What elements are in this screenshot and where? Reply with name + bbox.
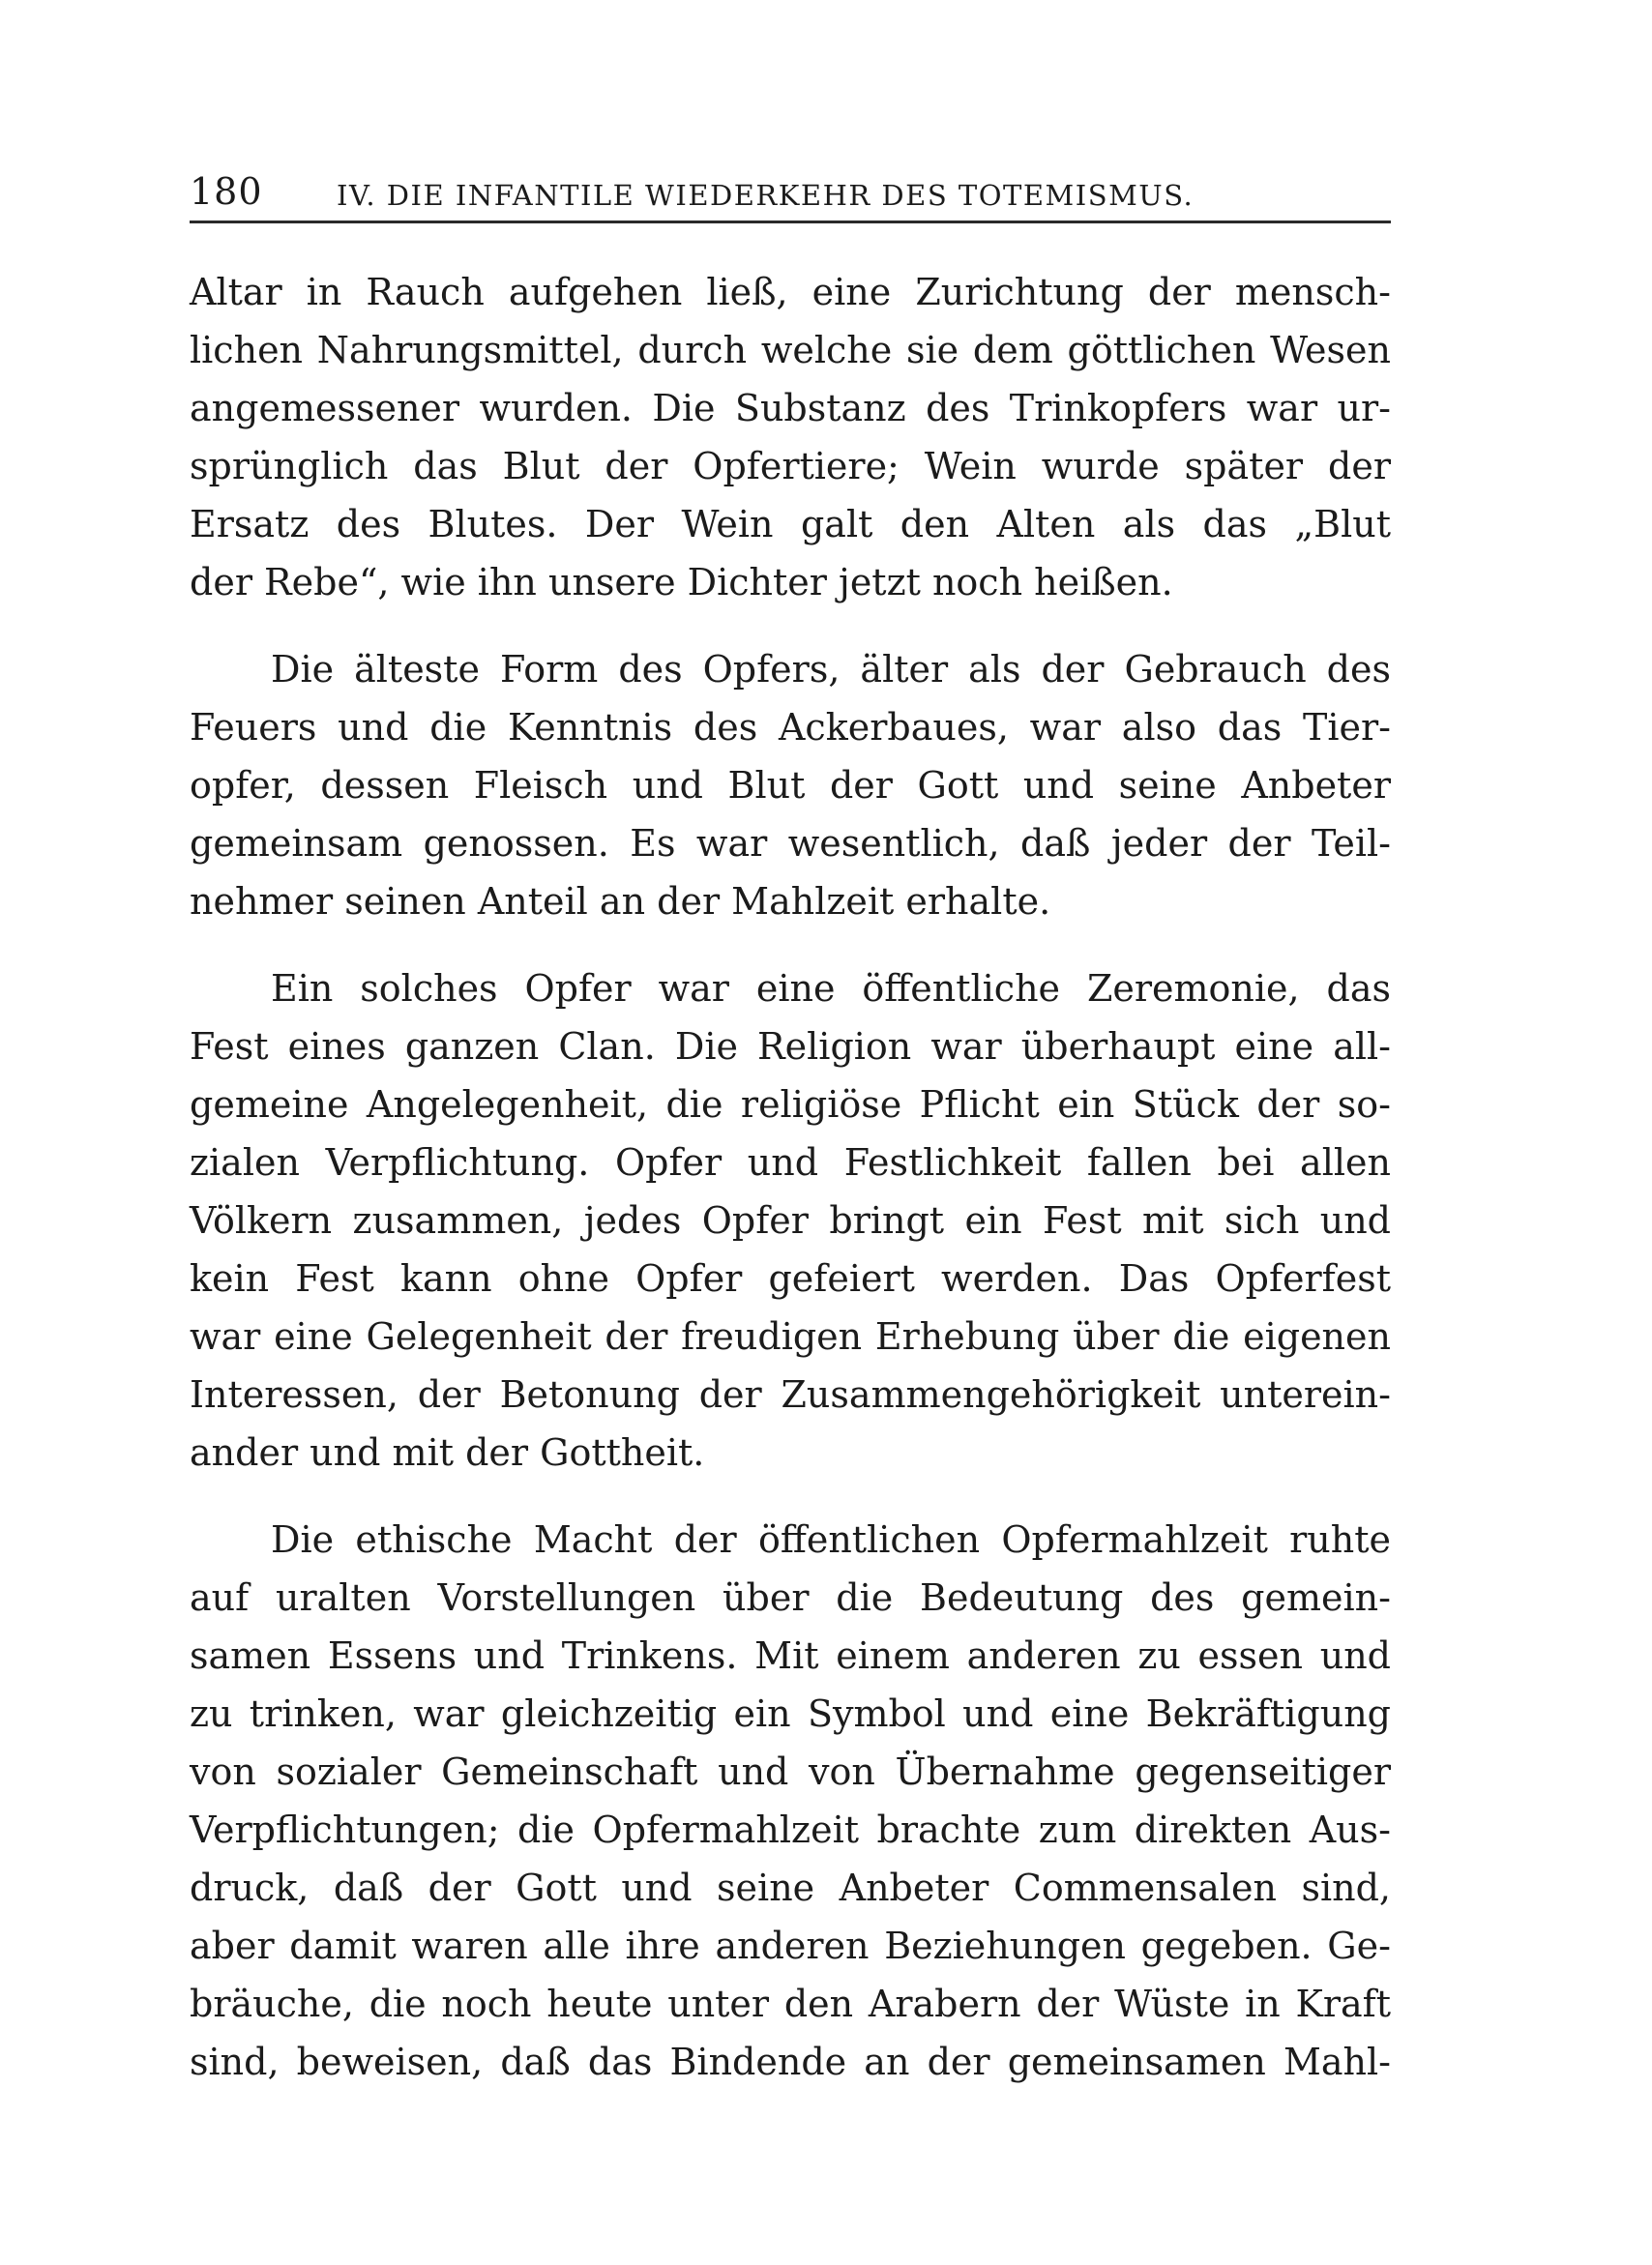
text-line: bräuche, die noch heute unter den Arabern der Wüste in Kraft	[190, 1983, 1391, 2025]
page-number: 180	[190, 170, 263, 213]
paragraph-1	[190, 263, 1391, 611]
text-line: war eine Gelegenheit der freudigen Erhebung über die eigenen	[190, 1315, 1391, 1358]
text-line: gemeinsam genossen. Es war wesentlich, daß jeder der Teil-	[190, 822, 1391, 865]
text-line: kein Fest kann ohne Opfer gefeiert werden. Das Opferfest	[190, 1257, 1391, 1300]
text-line: opfer, dessen Fleisch und Blut der Gott und seine Anbeter	[190, 764, 1391, 807]
text-line: Ein solches Opfer war eine öffentliche Zeremonie, das	[271, 967, 1391, 1010]
text-line: nehmer seinen Anteil an der Mahlzeit erhalte.	[190, 880, 1051, 923]
text-line: Fest eines ganzen Clan. Die Religion war überhaupt eine all-	[190, 1025, 1391, 1068]
text-line: zu trinken, war gleichzeitig ein Symbol und eine Bekräftigung	[190, 1692, 1391, 1735]
text-line: ander und mit der Gottheit.	[190, 1431, 705, 1474]
paragraph-3	[190, 959, 1391, 1482]
text-line: sprünglich das Blut der Opfertiere; Wein wurde später der	[190, 445, 1391, 487]
text-line: Ersatz des Blutes. Der Wein galt den Alten als das „Blut	[190, 503, 1391, 545]
text-line: Die ethische Macht der öffentlichen Opfermahlzeit ruhte	[271, 1518, 1391, 1561]
text-line: angemessener wurden. Die Substanz des Trinkopfers war ur-	[190, 387, 1391, 429]
body-text	[190, 263, 1391, 2120]
text-line: von sozialer Gemeinschaft und von Übernahme gegenseitiger	[190, 1750, 1391, 1793]
header-rule	[190, 221, 1391, 223]
text-line: Die älteste Form des Opfers, älter als der Gebrauch des	[271, 648, 1391, 691]
text-line: auf uralten Vorstellungen über die Bedeutung des gemein-	[190, 1576, 1391, 1619]
paragraph-2	[190, 640, 1391, 930]
text-line: Verpflichtungen; die Opfermahlzeit brachte zum direkten Aus-	[190, 1809, 1391, 1851]
text-line: Altar in Rauch aufgehen ließ, eine Zurichtung der mensch-	[190, 271, 1391, 313]
text-line: Interessen, der Betonung der Zusammengehörigkeit unterein-	[190, 1373, 1391, 1416]
text-line: gemeine Angelegenheit, die religiöse Pflicht ein Stück der so-	[190, 1083, 1391, 1126]
text-line: zialen Verpflichtung. Opfer und Festlichkeit fallen bei allen	[190, 1141, 1391, 1184]
text-line: samen Essens und Trinkens. Mit einem anderen zu essen und	[190, 1634, 1391, 1677]
text-line: druck, daß der Gott und seine Anbeter Commensalen sind,	[190, 1867, 1391, 1909]
text-line: sind, beweisen, daß das Bindende an der gemeinsamen Mahl-	[190, 2041, 1391, 2083]
text-line: der Rebe“, wie ihn unsere Dichter jetzt noch heißen.	[190, 561, 1173, 603]
text-line: Feuers und die Kenntnis des Ackerbaues, war also das Tier-	[190, 706, 1391, 749]
paragraph-4	[190, 1511, 1391, 2091]
text-line: Völkern zusammen, jedes Opfer bringt ein Fest mit sich und	[190, 1199, 1391, 1242]
text-line: lichen Nahrungsmittel, durch welche sie dem göttlichen Wesen	[190, 329, 1391, 371]
running-head: IV. DIE INFANTILE WIEDERKEHR DES TOTEMISMUS.	[337, 179, 1195, 212]
text-line: aber damit waren alle ihre anderen Beziehungen gegeben. Ge-	[190, 1925, 1391, 1967]
page-header	[190, 162, 1391, 221]
